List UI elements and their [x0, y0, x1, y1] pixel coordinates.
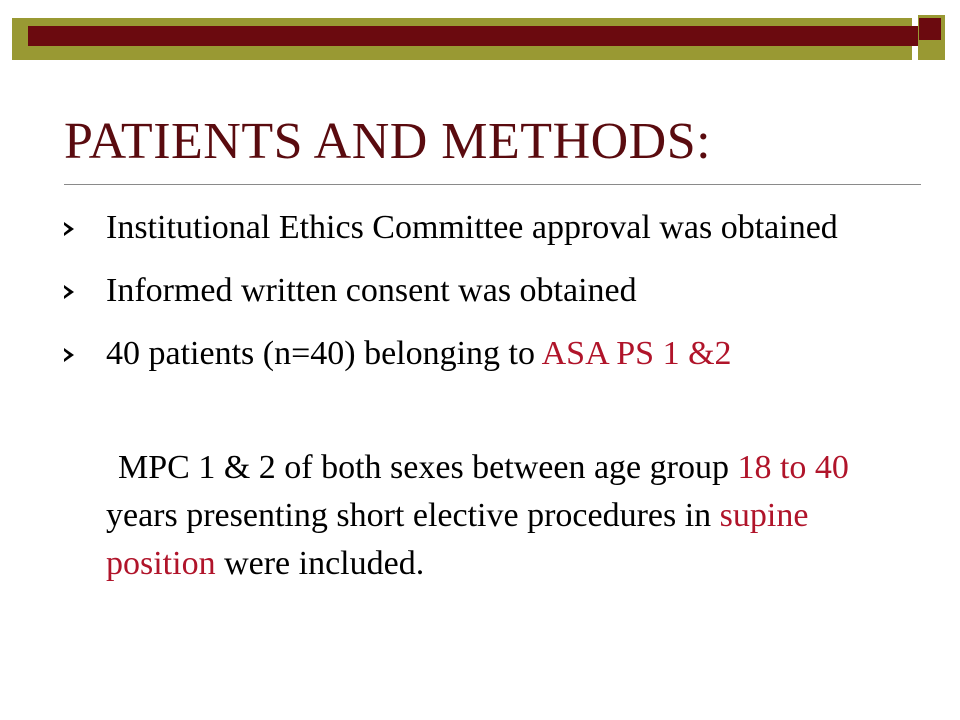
paragraph-text: MPC 1 & 2 of both sexes between age group [118, 449, 738, 486]
paragraph-text: were included. [215, 545, 425, 582]
top-band-maroon [28, 26, 918, 46]
bullet-item [64, 266, 924, 316]
paragraph-text: years presenting short elective procedures in [106, 497, 720, 534]
highlight-text: ASA PS 1 &2 [541, 335, 732, 372]
highlight-text: supine position [106, 497, 809, 582]
continuation-paragraph [106, 444, 906, 588]
arrow-bullet-icon [64, 222, 74, 236]
arrow-bullet-icon [64, 285, 74, 299]
corner-square-maroon [919, 18, 941, 40]
slide-title: PATIENTS AND METHODS: [64, 113, 712, 170]
bullet-list [64, 203, 924, 392]
bullet-item [64, 203, 924, 253]
title-divider [64, 184, 921, 185]
bullet-text: Institutional Ethics Committee approval was obtained [106, 209, 838, 246]
bullet-text: Informed written consent was obtained [106, 272, 637, 309]
highlight-text: 18 to 40 [737, 449, 849, 486]
bullet-text: 40 patients (n=40) belonging to [106, 335, 542, 372]
bullet-item [64, 329, 924, 379]
arrow-bullet-icon [64, 348, 74, 362]
